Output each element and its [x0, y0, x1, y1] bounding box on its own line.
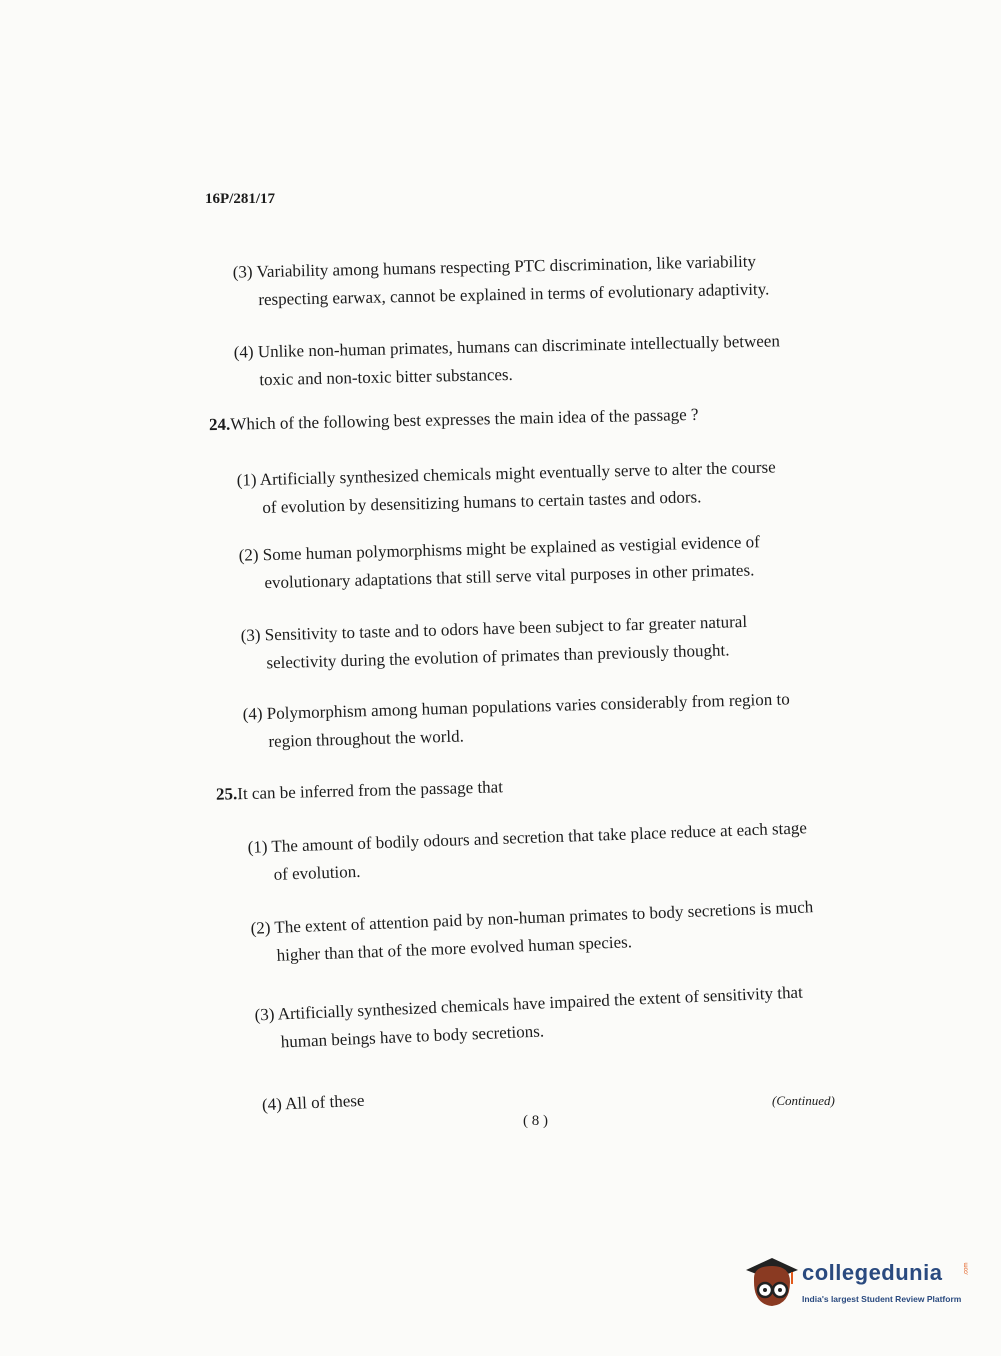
continued-label: (Continued) [772, 1093, 835, 1108]
q23-option-3 [232, 247, 769, 314]
q24-option-4 [242, 685, 791, 756]
option-line-1: (4) Polymorphism among human populations varies considerably from region to [242, 689, 790, 724]
option-line-1: (2) Some human polymorphisms might be explained as vestigial evidence of [238, 532, 761, 565]
option-line-1: (1) Artificially synthesized chemicals might eventually serve to alter the course [236, 457, 776, 490]
question-text: It can be inferred from the passage that [237, 777, 504, 804]
q25-option-4 [261, 1087, 365, 1120]
q25-option-2 [250, 893, 815, 971]
option-line-2: higher than that of the more evolved human species. [276, 932, 633, 965]
mascot-icon [742, 1252, 800, 1310]
option-line-2: toxic and non-toxic bitter substances. [259, 364, 514, 390]
option-line-2: of evolution by desensitizing humans to certain tastes and odors. [262, 487, 702, 517]
option-line-1: (3) Artificially synthesized chemicals have impaired the extent of sensitivity that [254, 982, 804, 1025]
q24-option-3 [240, 608, 748, 678]
option-line-1: (1) The amount of bodily odours and secretion that take place reduce at each stage [247, 818, 808, 857]
q24-option-1 [236, 453, 776, 522]
option-line-1: (3) Variability among humans respecting PTC discrimination, like variability [232, 251, 757, 282]
q24-option-2 [238, 528, 761, 598]
option-line-2: evolutionary adaptations that still serve vital purposes in other primates. [264, 560, 755, 593]
q25-option-1 [247, 814, 808, 889]
option-line-2: human beings have to body secretions. [280, 1021, 545, 1052]
option-line-2: selectivity during the evolution of primates than previously thought. [266, 640, 730, 673]
q25-option-3 [254, 979, 804, 1058]
option-line-2: of evolution. [273, 861, 361, 884]
page-number: ( 8 ) [523, 1113, 548, 1129]
brand-tagline: India's largest Student Review Platform [802, 1294, 962, 1304]
question-25 [216, 777, 503, 805]
option-line-1: (4) Unlike non-human primates, humans can discriminate intellectually between [233, 331, 781, 362]
question-number: 25. [215, 784, 238, 804]
option-line-2: region throughout the world. [268, 726, 465, 751]
paper-code: 16P/281/17 [205, 191, 275, 207]
q23-option-4 [233, 327, 780, 394]
brand-suffix: .com [963, 1262, 970, 1276]
option-line-1: (2) The extent of attention paid by non-human primates to body secretions is much [250, 897, 814, 938]
question-number: 24. [208, 414, 231, 435]
collegedunia-logo [742, 1252, 972, 1312]
option-line-2: respecting earwax, cannot be explained in terms of evolutionary adaptivity. [258, 279, 770, 310]
question-text: Which of the following best expresses the main idea of the passage ? [230, 404, 699, 434]
question-24 [209, 405, 699, 435]
option-line-1: (4) All of these [261, 1090, 365, 1115]
option-line-1: (3) Sensitivity to taste and to odors have been subject to far greater natural [240, 611, 748, 646]
brand-name: collegedunia [802, 1260, 943, 1285]
